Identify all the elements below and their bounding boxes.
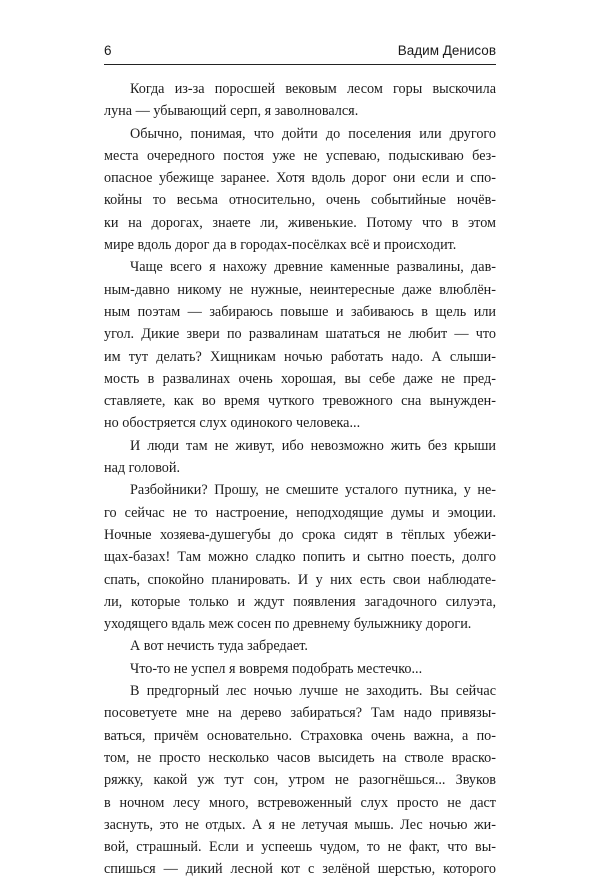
text-line: И люди там не живут, ибо невозможно жить без крыши <box>130 437 496 454</box>
text-line: посоветуете мне на дерево забираться? Там надо привязы- <box>104 705 496 722</box>
text-line: го сейчас не то настроение, неподходящие думы и эмоции. <box>104 504 496 521</box>
text-line: заснуть, это не отдых. А я не летучая мышь. Лес ночью жи- <box>104 816 496 833</box>
paragraph <box>104 78 496 123</box>
paragraph <box>104 256 496 434</box>
text-line: им тут делать? Хищникам ночью работать надо. А слыши- <box>104 348 496 365</box>
author-name: Вадим Денисов <box>397 43 496 58</box>
text-line: места очередного постоя уже не успеваю, подыскиваю без- <box>104 147 496 164</box>
text-line: в ночном лесу много, встревоженный слух просто не даст <box>104 794 496 811</box>
text-line: А вот нечисть туда забредает. <box>130 638 308 655</box>
text-line: ным-давно никому не нужные, неинтересные даже влюблён- <box>104 281 496 298</box>
paragraph <box>104 479 496 635</box>
text-line: луна — убывающий серп, я заволновался. <box>104 103 359 120</box>
text-line: мире вдоль дорог да в городах-посёлках всё и происходит. <box>104 237 457 254</box>
paragraph <box>104 123 496 257</box>
paragraph <box>104 635 496 657</box>
text-line: Ночные хозяева-душегубы до срока сидят в тёплых убежи- <box>104 526 496 543</box>
text-line: опасное убежище заранее. Хотя вдоль дорог они если и спо- <box>104 170 496 187</box>
text-line: уходящего вдаль меж сосен по древнему булыжнику дороги. <box>104 616 472 633</box>
text-line: ки на дорогах, знаете ли, живенькие. Потому что в этом <box>104 214 496 231</box>
paragraph <box>104 435 496 480</box>
paragraph <box>104 658 496 680</box>
text-line: спать, спокойно планировать. И у них есть свои наблюдате- <box>104 571 496 588</box>
text-line: Когда из-за поросшей вековым лесом горы выскочила <box>130 81 496 97</box>
text-line: спишься — дикий лесной кот с зелёной шерстью, которого <box>104 861 496 878</box>
text-line: ставляете, как во время чуткого тревожного сна вынужден- <box>104 393 496 410</box>
text-line: над головой. <box>104 460 181 477</box>
text-line: том, не просто несколько часов высидеть на стволе враско- <box>104 749 496 766</box>
text-line: койны то весьма относительно, очень событийные ночёв- <box>104 192 496 209</box>
header-rule <box>104 64 496 65</box>
text-line: Обычно, понимая, что дойти до поселения или другого <box>130 125 496 142</box>
text-line: но обостряется слух одинокого человека... <box>104 415 361 432</box>
text-line: ряжку, какой уж тут сон, утром не разогнёшься... Звуков <box>104 772 496 789</box>
text-line: ваться, причём основательно. Страховка очень важна, а по- <box>104 727 496 744</box>
page-number: 6 <box>104 43 112 58</box>
text-line: Что-то не успел я вовремя подобрать местечко... <box>130 660 423 677</box>
text-line: Чаще всего я нахожу древние каменные развалины, дав- <box>130 259 496 276</box>
text-line: Разбойники? Прошу, не смешите усталого путника, у не- <box>130 482 496 499</box>
running-header <box>104 43 496 63</box>
text-line: мость в развалинах очень хорошая, вы себе даже не пред- <box>104 370 496 387</box>
body-text <box>104 78 496 881</box>
text-line: щах-базах! Там можно сладко попить и сытно поесть, долго <box>104 549 496 566</box>
text-line: ли, которые только и ждут появления загадочного силуэта, <box>104 593 496 610</box>
text-line: угол. Дикие звери по развалинам шататься не любит — что <box>104 326 496 343</box>
text-line: ным поэтам — забираюсь повыше и забиваюсь в щель или <box>104 303 496 320</box>
text-line: В предгорный лес ночью лучше не заходить. Вы сейчас <box>130 683 496 700</box>
text-line: вой, страшный. Если и успеешь чудом, то не факт, что вы- <box>104 839 496 856</box>
paragraph <box>104 680 496 881</box>
